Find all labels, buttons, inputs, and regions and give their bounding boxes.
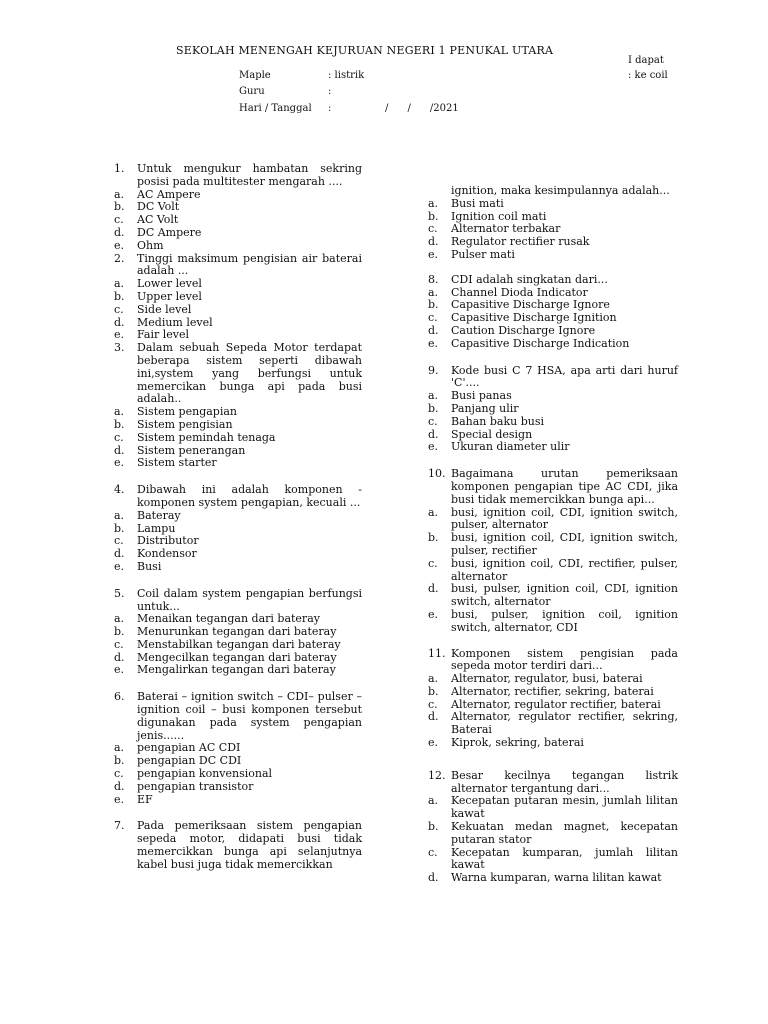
option-text: Distributor — [137, 534, 199, 548]
field-value-maple: : listrik — [328, 70, 365, 81]
answer-option — [114, 664, 362, 677]
answer-option — [114, 457, 362, 470]
option-text: Sistem penerangan — [137, 443, 246, 457]
question — [428, 365, 678, 455]
question-number: 12. — [428, 768, 446, 782]
option-text: Sistem pemindah tenaga — [137, 430, 276, 444]
option-letter: b. — [428, 531, 439, 545]
question-stem — [114, 691, 362, 742]
question-stem — [428, 648, 678, 674]
option-letter: a. — [114, 277, 125, 291]
question-stem — [114, 342, 362, 406]
option-letter: c. — [114, 430, 124, 444]
question-number: 5. — [114, 586, 125, 600]
answer-options — [114, 613, 362, 677]
option-text: Medium level — [137, 315, 213, 329]
option-letter: b. — [428, 401, 439, 415]
option-text: Mengecilkan tegangan dari bateray — [137, 650, 337, 664]
answer-option — [428, 249, 678, 262]
option-letter: a. — [114, 187, 125, 201]
answer-option — [114, 794, 362, 807]
option-letter: e. — [428, 336, 439, 350]
option-letter: d. — [428, 582, 439, 596]
answer-options — [428, 287, 678, 351]
option-text: Busi panas — [451, 389, 512, 403]
question-stem — [114, 163, 362, 189]
option-letter: a. — [428, 794, 439, 808]
answer-option — [428, 441, 678, 454]
option-text: Warna kumparan, warna lilitan kawat — [451, 871, 662, 885]
option-text: Alternator terbakar — [451, 222, 561, 236]
option-letter: e. — [114, 238, 125, 252]
answer-option — [114, 240, 362, 253]
question-stem — [114, 820, 362, 871]
option-text: Alternator, rectifier, sekring, baterai — [451, 684, 654, 698]
answer-option — [428, 795, 678, 821]
question-text: Besar kecilnya tegangan listrik alternator tergantung dari... — [451, 768, 678, 795]
option-letter: a. — [428, 672, 439, 686]
option-text: Kekuatan medan magnet, kecepatan putaran stator — [451, 820, 678, 846]
option-text: Regulator rectifier rusak — [451, 235, 590, 249]
option-text: pengapian DC CDI — [137, 754, 242, 768]
option-letter: b. — [114, 289, 125, 303]
option-letter: b. — [428, 820, 439, 834]
question-text: Kode busi C 7 HSA, apa arti dari huruf 'C'.... — [451, 363, 678, 390]
answer-option — [428, 872, 678, 885]
option-letter: d. — [428, 235, 439, 249]
question — [114, 484, 362, 574]
option-text: Ignition coil mati — [451, 209, 547, 223]
question-number: 3. — [114, 341, 125, 355]
date-placeholder: / / /2021 — [385, 103, 459, 114]
question — [114, 588, 362, 678]
option-text: Alternator, regulator, busi, baterai — [451, 672, 643, 686]
option-text: busi, pulser, ignition coil, CDI, ignition switch, alternator — [451, 582, 678, 609]
answer-options — [114, 406, 362, 470]
answer-option — [428, 507, 678, 533]
question-stem — [114, 588, 362, 614]
option-letter: c. — [114, 302, 124, 316]
option-text: Channel Dioda Indicator — [451, 285, 588, 299]
answer-option — [428, 558, 678, 584]
option-letter: b. — [428, 209, 439, 223]
option-text: Bateray — [137, 508, 181, 522]
right-column — [428, 185, 678, 885]
field-label-date: Hari / Tanggal — [239, 103, 312, 114]
question-stem — [428, 365, 678, 391]
option-text: DC Volt — [137, 200, 180, 214]
answer-option — [428, 583, 678, 609]
option-text: Kecepatan putaran mesin, jumlah lilitan kawat — [451, 794, 678, 821]
question-number: 11. — [428, 646, 446, 660]
option-text: Busi — [137, 559, 162, 573]
option-text: Panjang ulir — [451, 401, 519, 415]
answer-option — [428, 821, 678, 847]
option-letter: e. — [428, 736, 439, 750]
option-letter: e. — [114, 663, 125, 677]
option-text: Capasitive Discharge Ignore — [451, 298, 610, 312]
option-text: Lampu — [137, 521, 176, 535]
option-text: pengapian transistor — [137, 779, 254, 793]
left-column — [114, 163, 362, 872]
option-letter: c. — [114, 767, 124, 781]
option-letter: e. — [114, 559, 125, 573]
option-letter: c. — [428, 556, 438, 570]
option-text: Fair level — [137, 328, 189, 342]
question — [428, 770, 678, 885]
question-number: 9. — [428, 363, 439, 377]
option-letter: d. — [114, 547, 125, 561]
option-letter: b. — [428, 684, 439, 698]
option-text: AC Volt — [137, 213, 179, 227]
question-stem — [428, 468, 678, 506]
question — [114, 163, 362, 253]
field-value-guru: : — [328, 86, 332, 97]
option-text: pengapian AC CDI — [137, 741, 241, 755]
question — [428, 274, 678, 351]
option-letter: e. — [114, 328, 125, 342]
option-letter: b. — [114, 625, 125, 639]
question — [114, 342, 362, 470]
option-text: Menaikan tegangan dari bateray — [137, 612, 320, 626]
option-letter: a. — [428, 389, 439, 403]
option-letter: e. — [114, 792, 125, 806]
option-letter: b. — [114, 754, 125, 768]
option-text: Side level — [137, 302, 192, 316]
answer-option — [428, 847, 678, 873]
option-text: busi, ignition coil, CDI, ignition switch, pulser, rectifier — [451, 531, 678, 557]
option-letter: e. — [428, 247, 439, 261]
answer-option — [428, 711, 678, 737]
question-text: Pada pemeriksaan sistem pengapian sepeda motor, didapati busi tidak memercikkan bunga api selanjutnya kabel busi juga tidak memercikkan — [137, 819, 362, 871]
field-value-date: : — [328, 103, 332, 114]
question-number: 7. — [114, 819, 125, 833]
option-letter: b. — [114, 521, 125, 535]
option-letter: e. — [428, 440, 439, 454]
question-text: Bagaimana urutan pemeriksaan komponen pengapian tipe AC CDI, jika busi tidak memercikkan bunga api... — [451, 467, 678, 506]
question-text: Dibawah ini adalah komponen - komponen system pengapian, kecuali ... — [137, 483, 362, 509]
question-stem — [428, 770, 678, 796]
answer-options — [114, 742, 362, 806]
answer-options — [428, 390, 678, 454]
question-text: Tinggi maksimum pengisian air baterai adalah ... — [137, 251, 362, 278]
option-letter: d. — [114, 650, 125, 664]
option-text: Caution Discharge Ignore — [451, 323, 596, 337]
answer-options — [428, 507, 678, 635]
answer-option — [428, 532, 678, 558]
option-letter: c. — [114, 637, 124, 651]
option-letter: c. — [428, 845, 438, 859]
question-text: Baterai – ignition switch – CDI– pulser – ignition coil – busi komponen tersebut digunakan pada system pengapian jenis...... — [137, 690, 362, 742]
option-letter: c. — [428, 222, 438, 236]
question — [114, 691, 362, 806]
option-text: Ukuran diameter ulir — [451, 440, 570, 454]
field-label-guru: Guru — [239, 86, 265, 97]
option-letter: d. — [428, 323, 439, 337]
option-text: Menstabilkan tegangan dari bateray — [137, 637, 341, 651]
question-number: 4. — [114, 483, 125, 497]
option-text: Capasitive Discharge Ignition — [451, 311, 617, 325]
corner-text-line2: : ke coil — [628, 70, 668, 81]
option-letter: d. — [428, 871, 439, 885]
option-letter: b. — [114, 417, 125, 431]
option-letter: a. — [114, 612, 125, 626]
option-letter: d. — [114, 225, 125, 239]
question-text: Untuk mengukur hambatan sekring posisi pada multitester mengarah .... — [137, 162, 362, 188]
question-text: CDI adalah singkatan dari... — [451, 272, 608, 286]
option-text: Menurunkan tegangan dari bateray — [137, 625, 337, 639]
answer-options — [428, 198, 678, 262]
option-text: Kiprok, sekring, baterai — [451, 736, 584, 750]
option-text: Sistem pengapian — [137, 405, 237, 419]
option-text: Kondensor — [137, 547, 197, 561]
option-letter: b. — [428, 298, 439, 312]
option-text: Alternator, regulator rectifier, baterai — [451, 697, 661, 711]
option-text: DC Ampere — [137, 225, 202, 239]
question-number: 6. — [114, 690, 125, 704]
question-stem — [114, 484, 362, 510]
question-text: Coil dalam system pengapian berfungsi untuk... — [137, 586, 362, 613]
question-number: 2. — [114, 251, 125, 265]
question — [428, 648, 678, 750]
question — [428, 468, 678, 634]
option-text: Pulser mati — [451, 247, 515, 261]
option-letter: a. — [114, 405, 125, 419]
question-text: Dalam sebuah Sepeda Motor terdapat beberapa sistem seperti dibawah ini,system yang berfungsi untuk memercikan bunga api pada busi adalah.. — [137, 341, 362, 406]
question-text: ignition, maka kesimpulannya adalah... — [451, 184, 670, 197]
option-text: Kecepatan kumparan, jumlah lilitan kawat — [451, 845, 678, 872]
option-text: Mengalirkan tegangan dari bateray — [137, 663, 336, 677]
answer-options — [114, 510, 362, 574]
option-letter: c. — [428, 311, 438, 325]
answer-options — [114, 278, 362, 342]
answer-options — [114, 189, 362, 253]
option-text: Alternator, regulator rectifier, sekring, Baterai — [451, 710, 678, 737]
answer-options — [428, 795, 678, 885]
option-letter: d. — [428, 427, 439, 441]
option-text: Capasitive Discharge Indication — [451, 336, 630, 350]
question — [114, 253, 362, 343]
question-number: 8. — [428, 272, 439, 286]
answer-option — [428, 338, 678, 351]
option-letter: b. — [114, 200, 125, 214]
field-label-maple: Maple — [239, 70, 271, 81]
option-letter: d. — [114, 443, 125, 457]
answer-option — [428, 737, 678, 750]
option-letter: a. — [428, 285, 439, 299]
option-letter: c. — [114, 534, 124, 548]
question — [428, 185, 678, 262]
answer-options — [428, 673, 678, 750]
option-letter: a. — [114, 741, 125, 755]
option-text: Special design — [451, 427, 533, 441]
option-text: EF — [137, 792, 153, 806]
school-title: SEKOLAH MENENGAH KEJURUAN NEGERI 1 PENUKAL UTARA — [176, 44, 554, 57]
option-letter: d. — [114, 315, 125, 329]
option-letter: a. — [428, 196, 439, 210]
option-text: pengapian konvensional — [137, 767, 273, 781]
option-letter: e. — [428, 607, 439, 621]
option-letter: c. — [428, 697, 438, 711]
question-stem — [114, 253, 362, 279]
option-text: Busi mati — [451, 196, 504, 210]
option-letter: d. — [114, 779, 125, 793]
option-text: AC Ampere — [137, 187, 201, 201]
option-text: Ohm — [137, 238, 164, 252]
corner-text-line1: I dapat — [628, 55, 664, 66]
option-text: Sistem starter — [137, 456, 217, 470]
option-text: Lower level — [137, 277, 202, 291]
option-text: busi, ignition coil, CDI, ignition switch, pulser, alternator — [451, 505, 678, 532]
option-letter: c. — [114, 213, 124, 227]
question — [114, 820, 362, 871]
option-letter: a. — [428, 505, 439, 519]
question-text: Komponen sistem pengisian pada sepeda motor terdiri dari... — [451, 646, 678, 673]
answer-option — [428, 609, 678, 635]
option-text: Upper level — [137, 289, 202, 303]
option-letter: d. — [428, 710, 439, 724]
option-text: busi, pulser, ignition coil, ignition switch, alternator, CDI — [451, 607, 678, 634]
option-text: Sistem pengisian — [137, 417, 233, 431]
question-number: 1. — [114, 162, 125, 175]
option-letter: a. — [114, 508, 125, 522]
option-text: Bahan baku busi — [451, 414, 545, 428]
option-letter: e. — [114, 456, 125, 470]
question-number: 10. — [428, 467, 446, 481]
answer-option — [114, 561, 362, 574]
option-letter: c. — [428, 414, 438, 428]
option-text: busi, ignition coil, CDI, rectifier, pulser, alternator — [451, 556, 678, 583]
